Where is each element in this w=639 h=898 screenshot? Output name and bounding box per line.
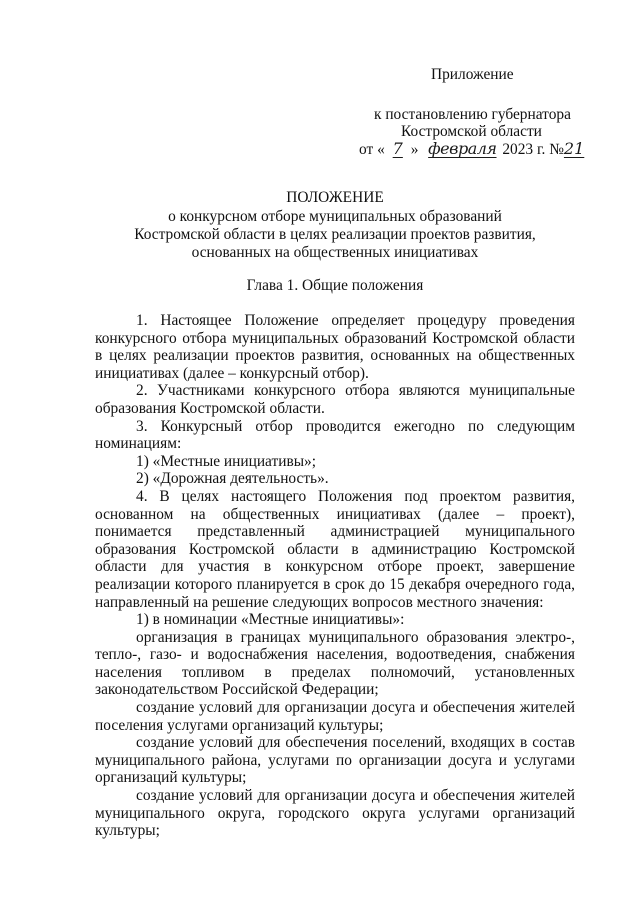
list-item-utilities: организация в границах муниципального образования электро-, тепло-, газо- и водоснабжения населения, водоотведения, снабжения населения топливом в пределах полномочий, установленных законодательством Российской Федерации; <box>95 628 575 699</box>
appendix-label: Приложение <box>431 66 514 83</box>
document-title: ПОЛОЖЕНИЕ <box>286 189 384 206</box>
date-year: 2023 г. № <box>502 141 564 158</box>
handwritten-month: февраля <box>428 139 497 158</box>
document-subtitle-line-1: о конкурсном отборе муниципальных образований <box>168 208 502 225</box>
paragraph-3: 3. Конкурсный отбор проводится ежегодно по следующим номинациям: <box>95 417 575 453</box>
nomination-1: 1) «Местные инициативы»; <box>136 452 317 470</box>
paragraph-4: 4. В целях настоящего Положения под проектом развития, основанном на общественных инициативах (далее – проект), понимается представленный администрацией муниципального образования Костромской области в администрацию Костромской области для участия в конкурсном отборе проект, завершение реализации которого планируется в срок до 15 декабря очередного года, направленный на решение следующих вопросов местного значения: <box>95 487 575 611</box>
appendix-region: Костромской области <box>401 123 542 140</box>
nomination-2: 2) «Дорожная деятельность». <box>136 470 329 488</box>
date-mid: » <box>410 141 419 158</box>
list-item-district-culture: создание условий для обеспечения поселений, входящих в состав муниципального района, услугами по организации досуга и услугами организаций культуры; <box>95 734 575 787</box>
date-prefix: от « <box>359 141 385 158</box>
document-subtitle-line-3: основанных на общественных инициативах <box>191 244 479 261</box>
chapter-heading: Глава 1. Общие положения <box>246 277 424 294</box>
handwritten-day: 7 <box>392 139 403 158</box>
paragraph-1: 1. Настоящее Положение определяет процедуру проведения конкурсного отбора муниципальных образований Костромской области в целях реализации проектов развития, основанных на общественных инициативах (далее – конкурсный отбор). <box>95 312 575 382</box>
appendix-decree-ref: к постановлению губернатора <box>374 106 571 123</box>
document-body <box>95 312 575 840</box>
list-item-settlement-culture: создание условий для организации досуга и обеспечения жителей поселения услугами организаций культуры; <box>95 699 575 734</box>
list-item-okrug-culture: создание условий для организации досуга и обеспечения жителей муниципального округа, городского округа услугами организаций культуры; <box>95 787 575 840</box>
document-subtitle-line-2: Костромской области в целях реализации проектов развития, <box>134 226 536 243</box>
subsection-local-initiatives: 1) в номинации «Местные инициативы»: <box>136 611 405 629</box>
handwritten-doc-number: 21 <box>563 139 585 158</box>
paragraph-2: 2. Участниками конкурсного отбора являются муниципальные образования Костромской области. <box>95 382 575 417</box>
appendix-date-line <box>359 141 586 157</box>
